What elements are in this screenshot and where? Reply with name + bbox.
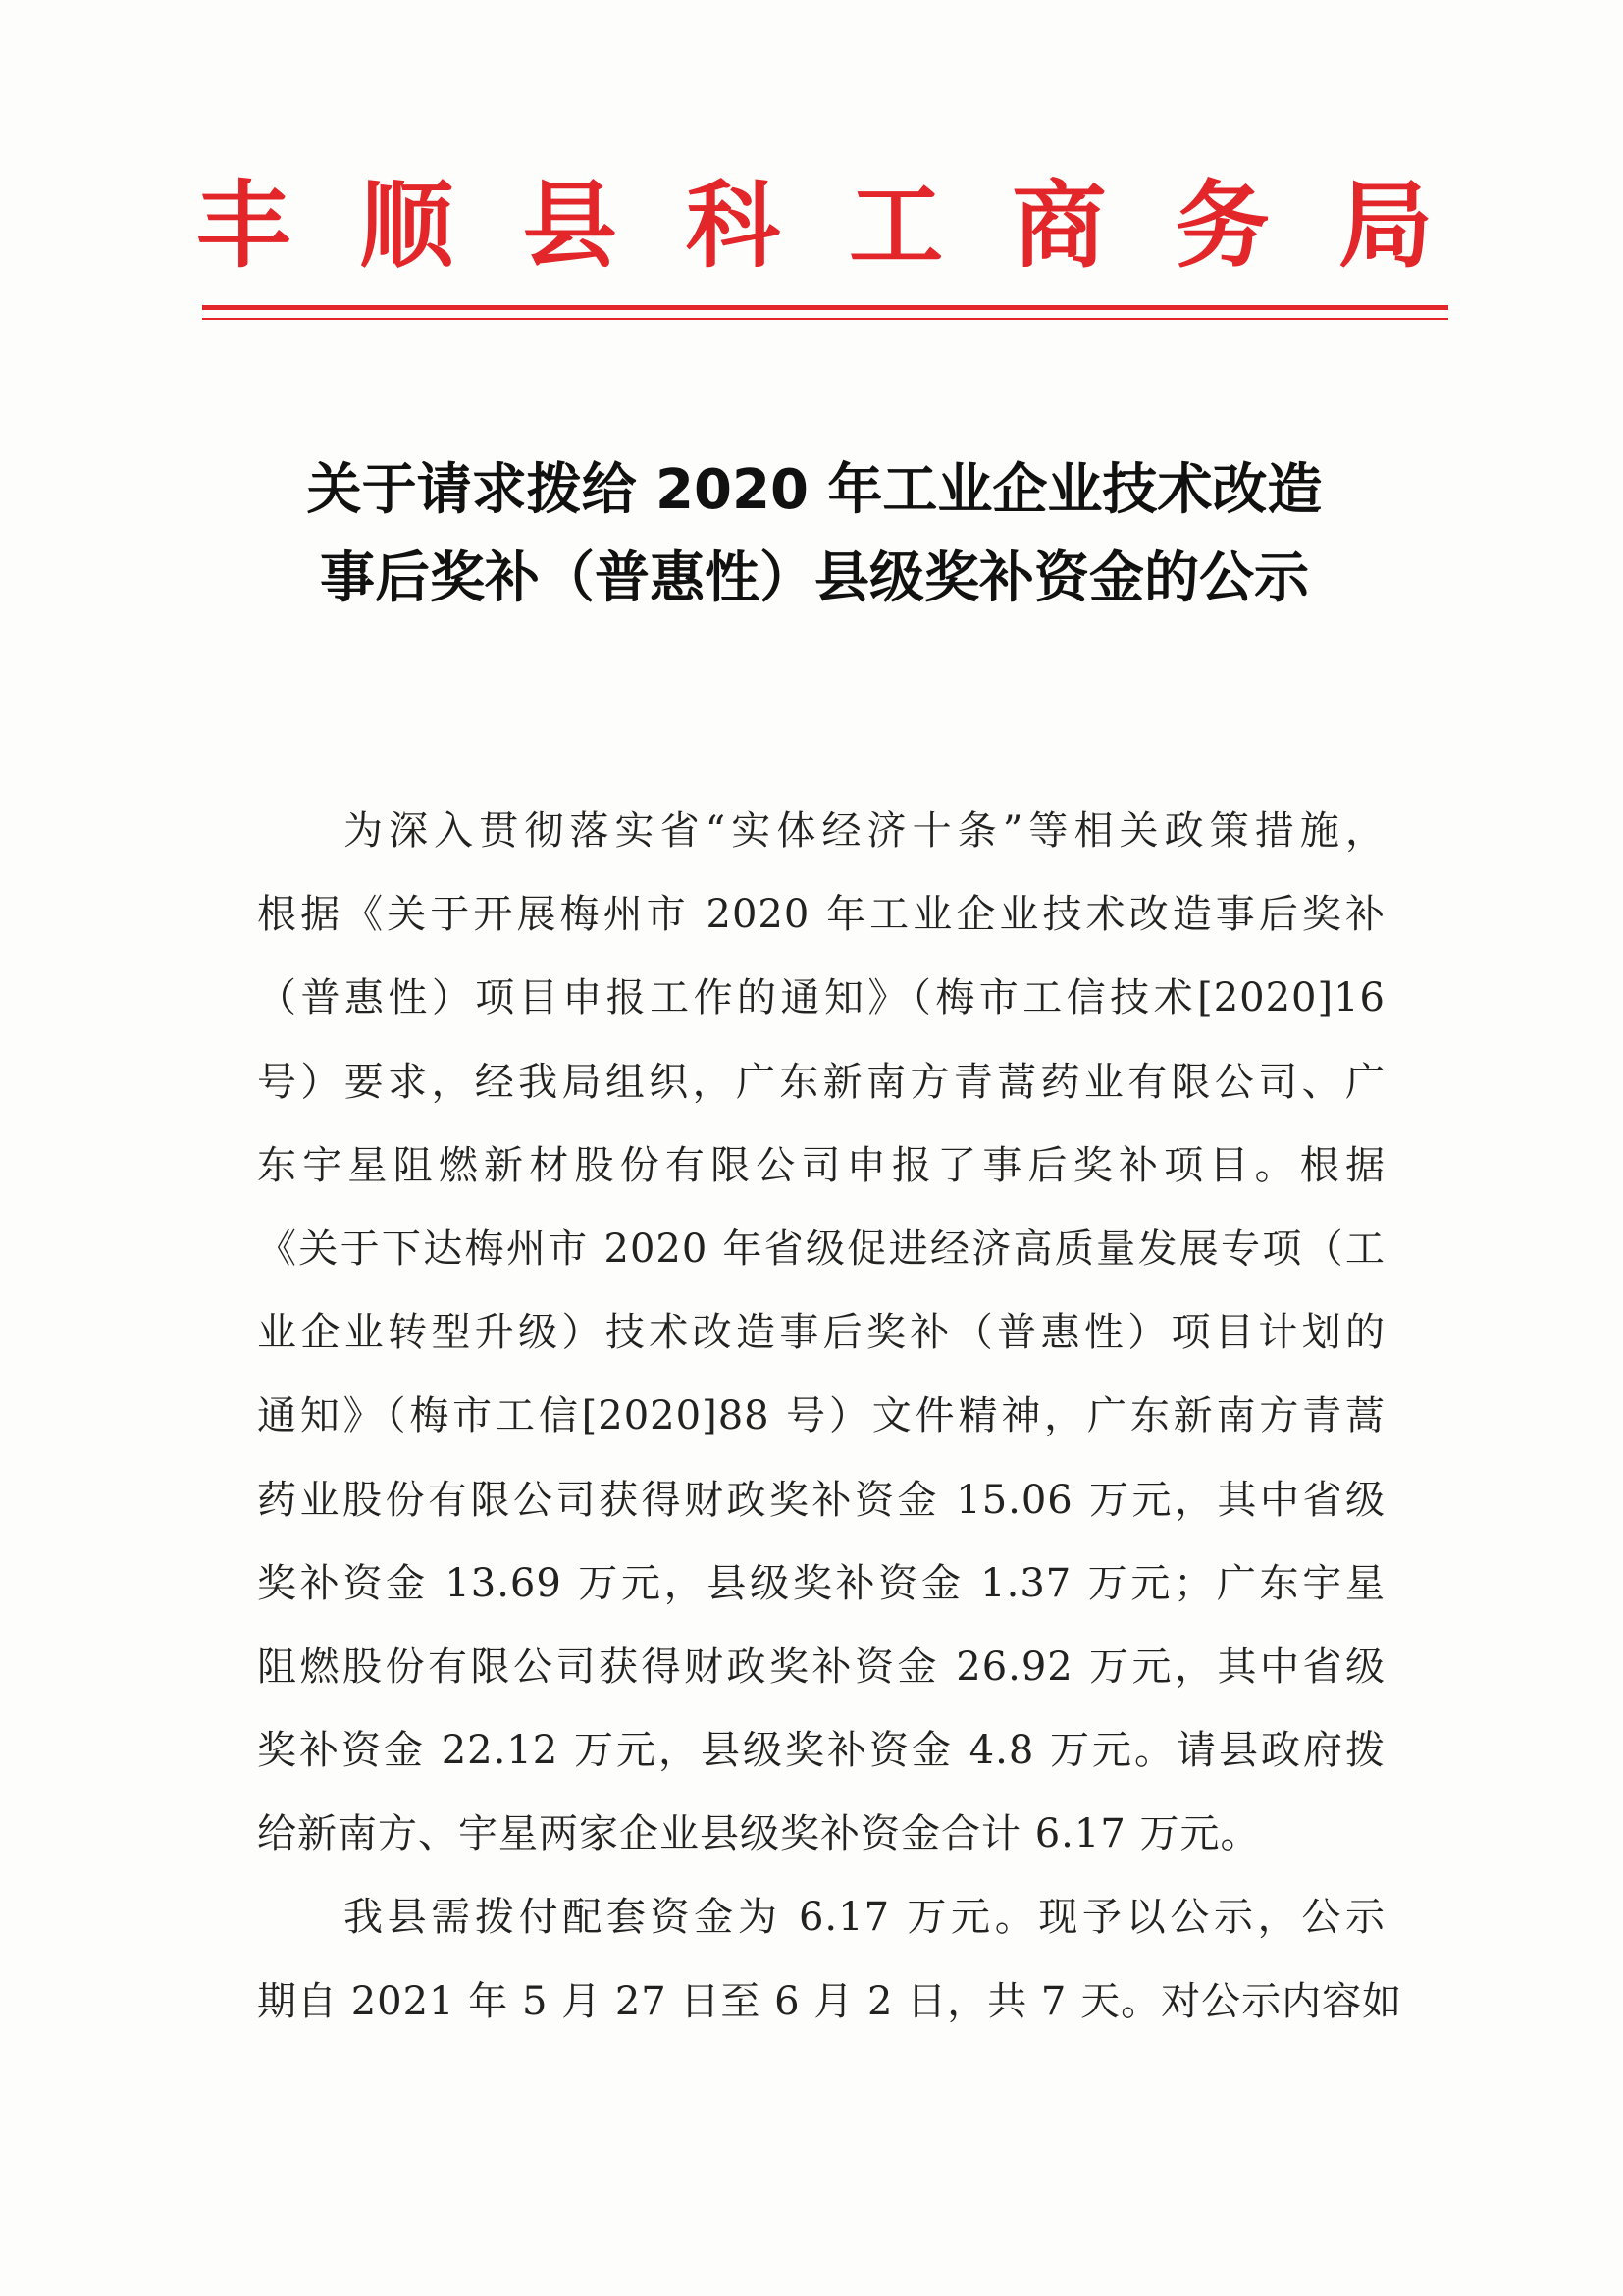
letterhead-divider-thick bbox=[202, 305, 1448, 310]
letterhead-char: 县 bbox=[522, 170, 617, 281]
body-line: （普惠性）项目申报工作的通知》（梅市工信技术[2020]16 bbox=[257, 975, 1386, 1021]
document-body bbox=[257, 790, 1403, 2044]
letterhead-char: 丰 bbox=[196, 170, 290, 281]
letterhead-char: 商 bbox=[1012, 170, 1107, 281]
document-title bbox=[196, 446, 1433, 623]
paragraph bbox=[257, 1876, 1403, 2043]
agency-letterhead-title bbox=[196, 167, 1433, 285]
body-line: 根据《关于开展梅州市 2020 年工业企业技术改造事后奖补 bbox=[257, 892, 1386, 938]
body-line: 东宇星阻燃新材股份有限公司申报了事后奖补项目。根据 bbox=[257, 1142, 1386, 1188]
body-line: 《关于下达梅州市 2020 年省级促进经济高质量发展专项（工 bbox=[257, 1226, 1386, 1272]
body-line: 给新南方、宇星两家企业县级奖补资金合计 6.17 万元。 bbox=[257, 1811, 1261, 1857]
title-line: 关于请求拨给 2020 年工业企业技术改造 bbox=[306, 458, 1323, 522]
body-line: 阻燃股份有限公司获得财政奖补资金 26.92 万元，其中省级 bbox=[257, 1644, 1386, 1690]
letterhead-char: 局 bbox=[1337, 170, 1433, 281]
body-line: 奖补资金 13.69 万元，县级奖补资金 1.37 万元；广东宇星 bbox=[257, 1560, 1386, 1606]
paragraph bbox=[257, 790, 1386, 1876]
body-line: 期自 2021 年 5 月 27 日至 6 月 2 日，共 7 天。对公示内容如 bbox=[257, 1978, 1403, 2024]
body-line: 为深入贯彻落实省“实体经济十条”等相关政策措施， bbox=[343, 809, 1386, 854]
body-line: 通知》（梅市工信[2020]88 号）文件精神，广东新南方青蒿 bbox=[257, 1393, 1386, 1439]
body-line: 我县需拨付配套资金为 6.17 万元。现予以公示，公示 bbox=[343, 1895, 1386, 1941]
letterhead-char: 务 bbox=[1175, 170, 1270, 281]
letterhead-char: 顺 bbox=[359, 170, 454, 281]
letterhead-char: 工 bbox=[849, 170, 944, 281]
body-line: 号）要求，经我局组织，广东新南方青蒿药业有限公司、广 bbox=[257, 1059, 1386, 1105]
body-line: 奖补资金 22.12 万元，县级奖补资金 4.8 万元。请县政府拨 bbox=[257, 1728, 1386, 1774]
letterhead-char: 科 bbox=[685, 170, 780, 281]
body-line: 业企业转型升级）技术改造事后奖补（普惠性）项目计划的 bbox=[257, 1310, 1386, 1356]
title-line: 事后奖补（普惠性）县级奖补资金的公示 bbox=[320, 547, 1309, 610]
letterhead-divider-thin bbox=[202, 318, 1448, 320]
body-line: 药业股份有限公司获得财政奖补资金 15.06 万元，其中省级 bbox=[257, 1477, 1386, 1523]
